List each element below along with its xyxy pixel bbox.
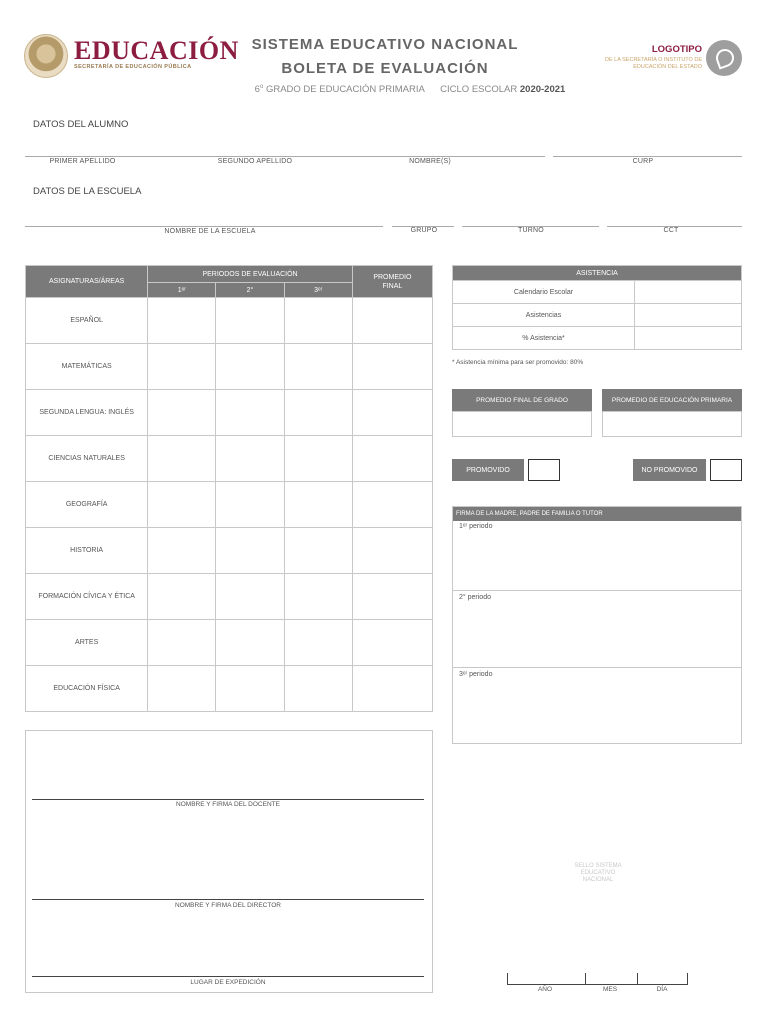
table-row xyxy=(26,344,433,390)
firma-tutor-title: FIRMA DE LA MADRE, PADRE DE FAMILIA O TUTOR xyxy=(453,507,741,521)
fecha-tick xyxy=(585,973,586,985)
col-period-1: 1ᵉʳ xyxy=(148,283,216,298)
table-row xyxy=(26,574,433,620)
final-grade-cell[interactable] xyxy=(352,436,432,482)
asistencia-row-label: Asistencias xyxy=(453,304,635,327)
alumno-line-1[interactable] xyxy=(25,156,545,157)
firma-tutor-box xyxy=(452,506,742,744)
grade-cell[interactable] xyxy=(284,574,352,620)
grade-cell[interactable] xyxy=(284,298,352,344)
divider xyxy=(453,590,741,591)
grade-cell[interactable] xyxy=(216,436,284,482)
table-row xyxy=(26,390,433,436)
fecha-tick xyxy=(507,973,508,985)
grade-cell[interactable] xyxy=(148,390,216,436)
grade-cell[interactable] xyxy=(284,344,352,390)
fecha-mes: MES xyxy=(602,986,618,993)
asistencia-cell[interactable] xyxy=(635,304,742,327)
col-periods: PERIODOS DE EVALUACIÓN xyxy=(148,266,352,283)
grade-cell[interactable] xyxy=(148,482,216,528)
fecha-anio: AÑO xyxy=(537,986,553,993)
fecha-tick xyxy=(637,973,638,985)
lugar-expedicion-line[interactable] xyxy=(32,976,424,977)
asistencia-cell[interactable] xyxy=(635,327,742,350)
promedio-final-grado-field[interactable] xyxy=(452,411,592,437)
grade-cell[interactable] xyxy=(148,528,216,574)
subject-cell: ARTES xyxy=(26,620,148,666)
grade-cell[interactable] xyxy=(148,298,216,344)
alumno-line-curp[interactable] xyxy=(553,156,742,157)
grade-cell[interactable] xyxy=(148,344,216,390)
grade-cell[interactable] xyxy=(284,666,352,712)
grade-text: GRADO DE EDUCACIÓN PRIMARIA xyxy=(265,84,425,96)
escuela-section-title: DATOS DE LA ESCUELA xyxy=(33,186,142,197)
table-row xyxy=(26,482,433,528)
grade-sup: o xyxy=(259,84,264,90)
divider xyxy=(453,667,741,668)
signatures-box xyxy=(25,730,433,993)
subject-cell: GEOGRAFÍA xyxy=(26,482,148,528)
firma-director-line[interactable] xyxy=(32,899,424,900)
firma-docente-line[interactable] xyxy=(32,799,424,800)
grade-cell[interactable] xyxy=(216,390,284,436)
field-nombres: NOMBRE(S) xyxy=(409,158,451,165)
firma-director-label: NOMBRE Y FIRMA DEL DIRECTOR xyxy=(175,902,281,909)
cycle-label: CICLO ESCOLAR xyxy=(440,84,518,96)
col-period-2: 2° xyxy=(216,283,284,298)
col-subjects: ASIGNATURAS/ÁREAS xyxy=(26,266,148,298)
promedio-primaria-field[interactable] xyxy=(602,411,742,437)
firma-docente-label: NOMBRE Y FIRMA DEL DOCENTE xyxy=(176,801,280,808)
subject-cell: HISTORIA xyxy=(26,528,148,574)
final-grade-cell[interactable] xyxy=(352,390,432,436)
grade-number: 6 xyxy=(254,84,260,96)
field-cct: CCT xyxy=(663,227,679,234)
col-final: PROMEDIO FINAL xyxy=(352,266,432,298)
subject-cell: ESPAÑOL xyxy=(26,298,148,344)
final-grade-cell[interactable] xyxy=(352,620,432,666)
grade-cell[interactable] xyxy=(284,436,352,482)
lugar-expedicion-label: LUGAR DE EXPEDICIÓN xyxy=(190,979,266,986)
asistencia-title: ASISTENCIA xyxy=(453,266,742,281)
asistencia-note: * Asistencia mínima para ser promovido: 80% xyxy=(452,359,584,366)
field-turno: TURNO xyxy=(518,227,544,234)
asistencia-row-label: Calendario Escolar xyxy=(453,281,635,304)
table-row xyxy=(26,620,433,666)
table-row xyxy=(26,666,433,712)
asistencia-cell[interactable] xyxy=(635,281,742,304)
grade-cell[interactable] xyxy=(216,344,284,390)
promedio-final-grado-label: PROMEDIO FINAL DE GRADO xyxy=(452,389,592,411)
mexico-seal-logo xyxy=(24,34,68,78)
brand-title: EDUCACIÓN xyxy=(74,36,239,65)
firma-periodo-1: 1ᵉʳ periodo xyxy=(459,523,493,530)
field-grupo: GRUPO xyxy=(410,227,438,234)
grade-cell[interactable] xyxy=(216,482,284,528)
final-grade-cell[interactable] xyxy=(352,298,432,344)
grade-cell[interactable] xyxy=(148,436,216,482)
logo-label: LOGOTIPO xyxy=(651,44,702,55)
promovido-checkbox[interactable] xyxy=(528,459,560,481)
table-row xyxy=(453,327,742,350)
table-row xyxy=(26,528,433,574)
subject-cell: CIENCIAS NATURALES xyxy=(26,436,148,482)
fecha-dia: DÍA xyxy=(656,986,668,993)
subject-cell: MATEMÁTICAS xyxy=(26,344,148,390)
subject-cell: FORMACIÓN CÍVICA Y ÉTICA xyxy=(26,574,148,620)
final-grade-cell[interactable] xyxy=(352,344,432,390)
grade-cell[interactable] xyxy=(216,666,284,712)
grade-cell[interactable] xyxy=(148,620,216,666)
grade-cell[interactable] xyxy=(216,528,284,574)
grade-cell[interactable] xyxy=(216,298,284,344)
promovido-label: PROMOVIDO xyxy=(452,459,524,481)
fecha-tick xyxy=(687,973,688,985)
subject-cell: EDUCACIÓN FÍSICA xyxy=(26,666,148,712)
final-grade-cell[interactable] xyxy=(352,482,432,528)
page-subtitle: BOLETA DE EVALUACIÓN xyxy=(281,60,489,77)
state-logo-icon xyxy=(706,40,742,76)
no-promovido-checkbox[interactable] xyxy=(710,459,742,481)
sello-placeholder: SELLO SISTEMA EDUCATIVO NACIONAL xyxy=(574,863,622,883)
page-title: SISTEMA EDUCATIVO NACIONAL xyxy=(251,36,519,53)
field-segundo-apellido: SEGUNDO APELLIDO xyxy=(217,158,293,165)
logo-subtitle: DE LA SECRETARÍA O INSTITUTO DE EDUCACIÓN DEL ESTADO xyxy=(605,57,702,70)
no-promovido-label: NO PROMOVIDO xyxy=(633,459,706,481)
grade-cell[interactable] xyxy=(148,574,216,620)
subject-cell: SEGUNDA LENGUA: INGLÉS xyxy=(26,390,148,436)
field-primer-apellido: PRIMER APELLIDO xyxy=(49,158,116,165)
grade-cell[interactable] xyxy=(284,528,352,574)
firma-periodo-2: 2° periodo xyxy=(459,594,491,601)
asistencia-table xyxy=(452,265,742,350)
col-period-3: 3ᵉʳ xyxy=(284,283,352,298)
fecha-line[interactable] xyxy=(507,984,688,985)
final-grade-cell[interactable] xyxy=(352,574,432,620)
grade-cell[interactable] xyxy=(216,574,284,620)
field-curp: CURP xyxy=(632,158,654,165)
grade-cell[interactable] xyxy=(284,482,352,528)
brand-subtitle: SECRETARÍA DE EDUCACIÓN PÚBLICA xyxy=(74,64,192,70)
cycle-value: 2020-2021 xyxy=(519,84,566,96)
table-row xyxy=(453,281,742,304)
final-grade-cell[interactable] xyxy=(352,528,432,574)
promedio-primaria-label: PROMEDIO DE EDUCACIÓN PRIMARIA xyxy=(602,389,742,411)
firma-periodo-3: 3ᵉʳ periodo xyxy=(459,671,493,678)
grade-cell[interactable] xyxy=(284,620,352,666)
asistencia-row-label: % Asistencia* xyxy=(453,327,635,350)
grade-cell[interactable] xyxy=(216,620,284,666)
table-row xyxy=(453,304,742,327)
escuela-line-nombre[interactable] xyxy=(25,226,383,227)
table-row xyxy=(26,436,433,482)
grade-cell[interactable] xyxy=(148,666,216,712)
table-row xyxy=(26,298,433,344)
final-grade-cell[interactable] xyxy=(352,666,432,712)
grades-table xyxy=(25,265,433,712)
grade-cell[interactable] xyxy=(284,390,352,436)
field-nombre-escuela: NOMBRE DE LA ESCUELA xyxy=(164,228,256,235)
alumno-section-title: DATOS DEL ALUMNO xyxy=(33,119,129,130)
grade-line xyxy=(210,84,610,95)
